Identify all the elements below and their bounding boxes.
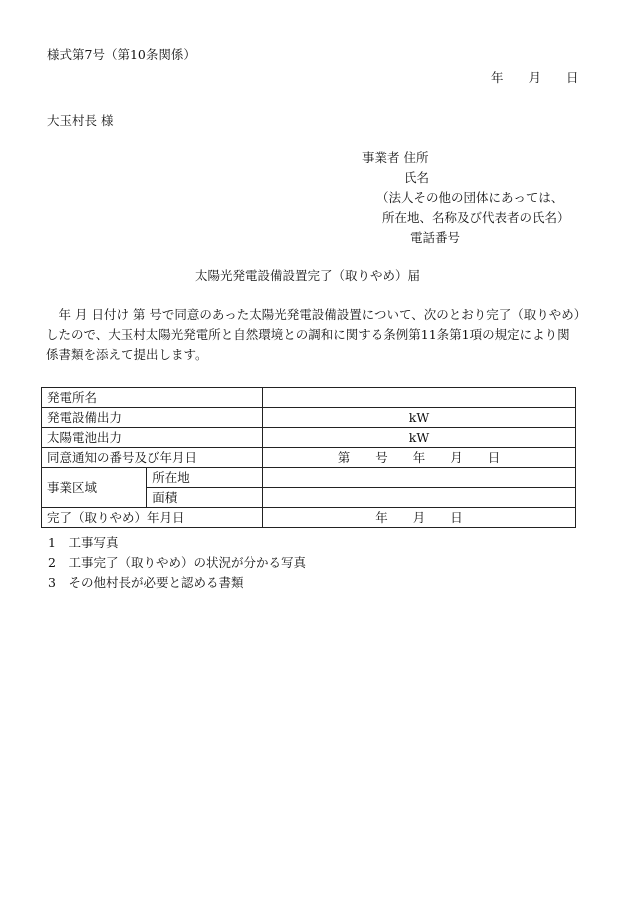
- cell-output-value: kW: [263, 428, 576, 448]
- form-number: 様式第7号（第10条関係）: [47, 47, 196, 62]
- table-row: [42, 428, 576, 448]
- document-title: 太陽光発電設備設置完了（取りやめ）届: [195, 268, 421, 283]
- addressee: 大玉村長 様: [47, 113, 114, 128]
- table-row: [42, 448, 576, 468]
- corporate-note-line2: 所在地、名称及び代表者の氏名）: [382, 210, 570, 225]
- area-value: [263, 488, 576, 508]
- facility-output-label: 発電設備出力: [42, 408, 263, 428]
- facility-output-value: kW: [263, 408, 576, 428]
- list-item: 2 工事完了（取りやめ）の状況が分かる写真: [48, 555, 306, 570]
- plant-name-value: [263, 388, 576, 408]
- cell-output-label: 太陽電池出力: [42, 428, 263, 448]
- name-label: 氏名: [404, 170, 430, 185]
- list-item: 3 その他村長が必要と認める書類: [48, 575, 244, 590]
- body-text: 年 月 日付け 第 号で同意のあった太陽光発電設備設置について、次のとおり完了（取りやめ）したので、大玉村太陽光発電所と自然環境との調和に関する条例第11条第1項の規定により関係書類を添えて提出します。: [46, 307, 581, 362]
- phone-label: 電話番号: [410, 230, 461, 245]
- area-label: 面積: [147, 488, 263, 508]
- consent-notice-value: 第 号 年 月 日: [263, 448, 576, 468]
- completion-date-label: 完了（取りやめ）年月日: [42, 508, 263, 528]
- location-value: [263, 468, 576, 488]
- table-row: [42, 468, 576, 488]
- info-table: [41, 387, 576, 528]
- consent-notice-label: 同意通知の番号及び年月日: [42, 448, 263, 468]
- table-row: [42, 388, 576, 408]
- completion-date-value: 年 月 日: [263, 508, 576, 528]
- business-area-label: 事業区域: [42, 468, 147, 508]
- table-row: [42, 408, 576, 428]
- attachments-list: [48, 533, 306, 593]
- body-paragraph: [46, 305, 581, 365]
- location-label: 所在地: [147, 468, 263, 488]
- date-line: 年 月 日: [491, 70, 579, 85]
- plant-name-label: 発電所名: [42, 388, 263, 408]
- table-row: [42, 508, 576, 528]
- corporate-note-line1: （法人その他の団体にあっては、: [376, 190, 564, 205]
- business-address-label: 事業者 住所: [362, 150, 429, 165]
- list-item: 1 工事写真: [48, 535, 119, 550]
